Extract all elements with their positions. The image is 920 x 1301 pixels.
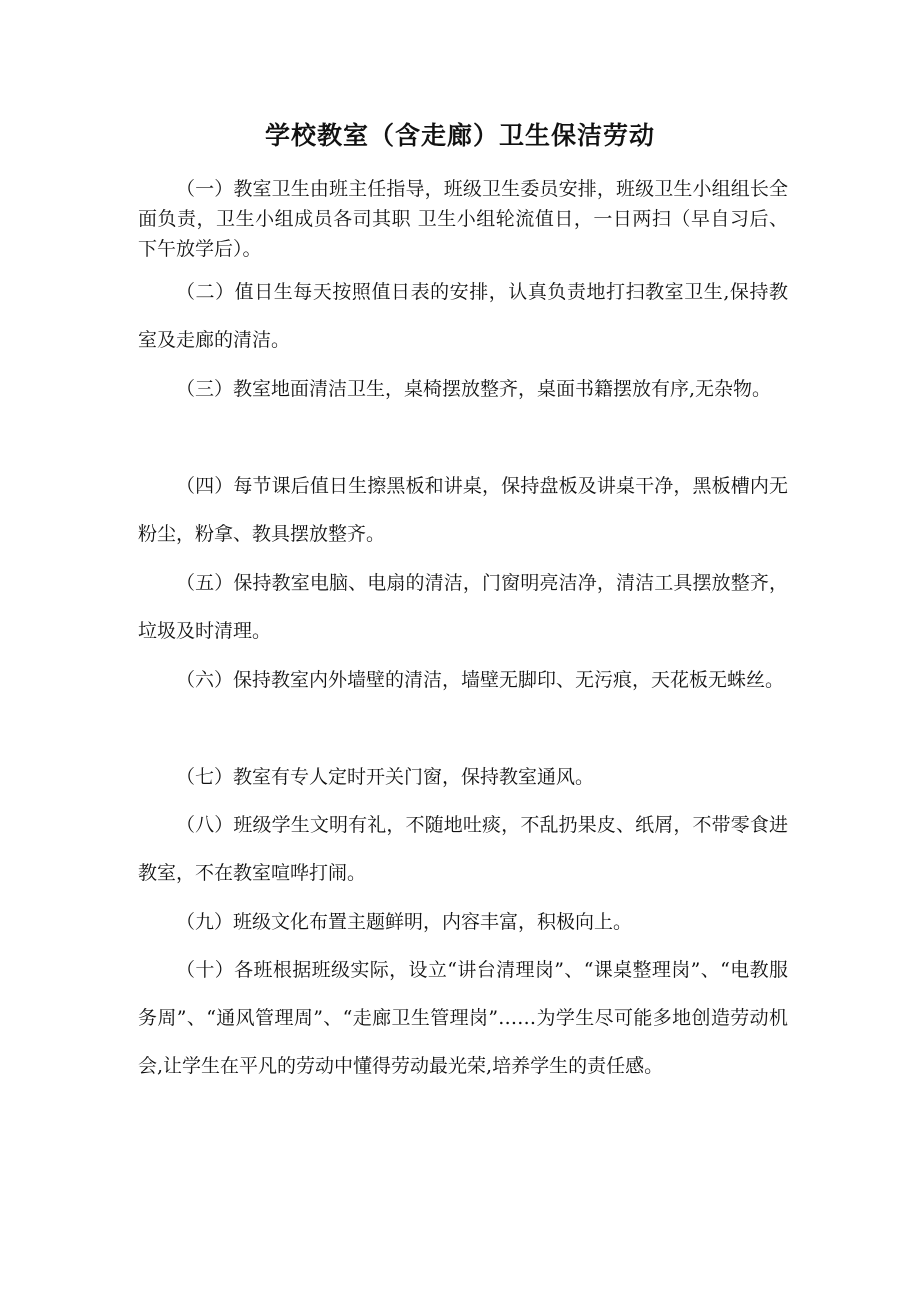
paragraph-1: （一）教室卫生由班主任指导，班级卫生委员安排，班级卫生小组组长全面负责，卫生小组成员各司其职 卫生小组轮流值日，一日两扫（早自习后、下午放学后）。	[138, 178, 788, 260]
paragraph-7: （七）教室有专人定时开关门窗，保持教室通风。	[176, 766, 595, 788]
paragraph-6: （六）保持教室内外墙壁的清洁，墙壁无脚印、无污痕，天花板无蛛丝。	[176, 669, 785, 691]
paragraph-10: （十）各班根据班级实际，设立“讲台清理岗”、“课桌整理岗”、“电教服务周”、“通风管理周”、“走廊卫生管理岗”……为学生尽可能多地创造劳动机会,让学生在平凡的劳动中懂得劳动最光荣,培养学生的责任感。	[138, 959, 788, 1077]
paragraph-2: （二）值日生每天按照值日表的安排，认真负责地打扫教室卫生,保持教室及走廊的清洁。	[138, 281, 788, 351]
paragraph-3: （三）教室地面清洁卫生，桌椅摆放整齐，桌面书籍摆放有序,无杂物。	[176, 378, 772, 400]
paragraph-5: （五）保持教室电脑、电扇的清洁，门窗明亮洁净，清洁工具摆放整齐，垃圾及时清理。	[138, 572, 788, 642]
paragraph-9: （九）班级文化布置主题鲜明，内容丰富，积极向上。	[176, 911, 633, 933]
paragraph-4: （四）每节课后值日生擦黑板和讲桌，保持盘板及讲桌干净，黑板槽内无粉尘，粉拿、教具摆放整齐。	[138, 475, 788, 545]
paragraph-8: （八）班级学生文明有礼，不随地吐痰，不乱扔果皮、纸屑，不带零食进教室，不在教室喧哗打闹。	[138, 814, 788, 884]
document-title: 学校教室（含走廊）卫生保洁劳动	[264, 121, 655, 150]
